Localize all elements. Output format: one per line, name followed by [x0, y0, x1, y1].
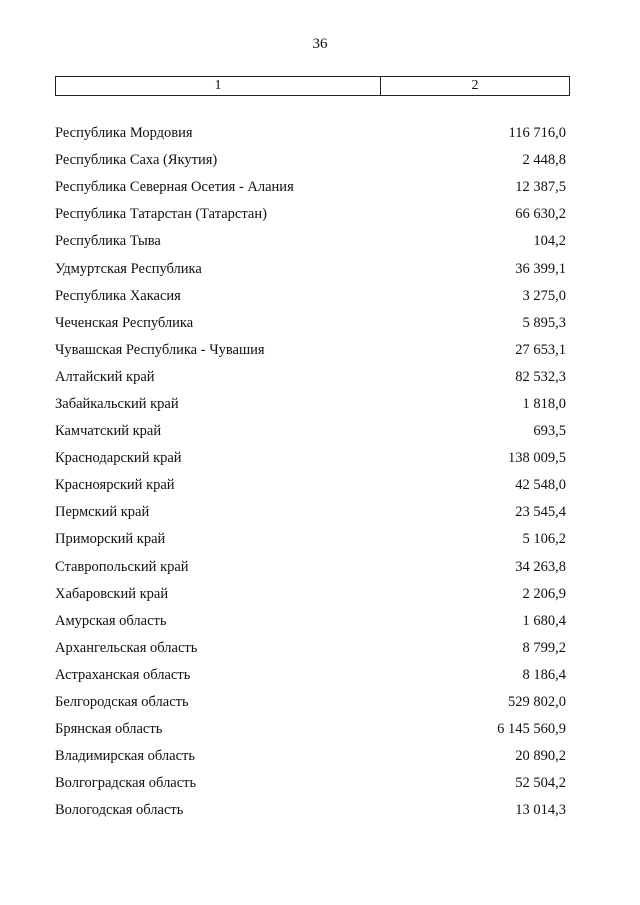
- table-row: [55, 526, 566, 553]
- table-body: [55, 120, 566, 824]
- region-value: 693,5: [533, 423, 566, 440]
- region-name: Белгородская область: [55, 694, 189, 711]
- region-value: 6 145 560,9: [497, 721, 566, 738]
- table-row: [55, 255, 566, 282]
- table-row: [55, 283, 566, 310]
- region-value: 13 014,3: [515, 802, 566, 819]
- region-value: 20 890,2: [515, 748, 566, 765]
- region-name: Вологодская область: [55, 802, 184, 819]
- table-row: [55, 635, 566, 662]
- region-value: 1 680,4: [522, 612, 566, 629]
- table-row: [55, 581, 566, 608]
- table-row: [55, 797, 566, 824]
- region-value: 116 716,0: [508, 125, 566, 142]
- table-row: [55, 743, 566, 770]
- region-name: Волгоградская область: [55, 775, 197, 792]
- region-name: Забайкальский край: [55, 395, 179, 412]
- region-value: 8 799,2: [522, 639, 566, 656]
- table-row: [55, 337, 566, 364]
- region-value: 529 802,0: [508, 694, 566, 711]
- region-value: 138 009,5: [508, 450, 566, 467]
- region-value: 66 630,2: [515, 206, 566, 223]
- table-row: [55, 554, 566, 581]
- region-value: 36 399,1: [515, 260, 566, 277]
- table-row: [55, 201, 566, 228]
- table-row: [55, 120, 566, 147]
- table-row: [55, 662, 566, 689]
- region-name: Удмуртская Республика: [55, 260, 202, 277]
- region-value: 34 263,8: [515, 558, 566, 575]
- region-name: Республика Хакасия: [55, 287, 181, 304]
- region-name: Республика Северная Осетия - Алания: [55, 179, 294, 196]
- table-row: [55, 770, 566, 797]
- page-number: 36: [312, 36, 328, 52]
- table-row: [55, 364, 566, 391]
- region-value: 23 545,4: [515, 504, 566, 521]
- region-name: Красноярский край: [55, 477, 175, 494]
- region-name: Чувашская Республика - Чувашия: [55, 341, 265, 358]
- region-name: Республика Татарстан (Татарстан): [55, 206, 267, 223]
- region-name: Амурская область: [55, 612, 167, 629]
- table-row: [55, 689, 566, 716]
- region-name: Хабаровский край: [55, 585, 169, 602]
- region-name: Алтайский край: [55, 368, 155, 385]
- region-name: Ставропольский край: [55, 558, 189, 575]
- region-value: 82 532,3: [515, 368, 566, 385]
- region-name: Пермский край: [55, 504, 150, 521]
- region-name: Астраханская область: [55, 666, 191, 683]
- table-row: [55, 391, 566, 418]
- header-column-1: 1: [56, 77, 381, 95]
- region-name: Приморский край: [55, 531, 166, 548]
- region-value: 52 504,2: [515, 775, 566, 792]
- table-row: [55, 174, 566, 201]
- region-value: 12 387,5: [515, 179, 566, 196]
- table-row: [55, 228, 566, 255]
- region-name: Республика Тыва: [55, 233, 161, 250]
- region-name: Чеченская Республика: [55, 314, 194, 331]
- region-value: 5 895,3: [522, 314, 566, 331]
- region-name: Архангельская область: [55, 639, 198, 656]
- region-value: 2 206,9: [522, 585, 566, 602]
- header-column-2: 2: [471, 78, 479, 93]
- table-row: [55, 445, 566, 472]
- region-value: 2 448,8: [522, 152, 566, 169]
- region-name: Краснодарский край: [55, 450, 182, 467]
- region-name: Республика Мордовия: [55, 125, 193, 142]
- table-row: [55, 499, 566, 526]
- table-row: [55, 147, 566, 174]
- region-value: 27 653,1: [515, 341, 566, 358]
- table-header: [55, 76, 570, 96]
- region-value: 5 106,2: [522, 531, 566, 548]
- table-row: [55, 472, 566, 499]
- region-value: 8 186,4: [522, 666, 566, 683]
- region-value: 104,2: [533, 233, 566, 250]
- region-name: Брянская область: [55, 721, 163, 738]
- region-name: Республика Саха (Якутия): [55, 152, 218, 169]
- region-value: 1 818,0: [522, 395, 566, 412]
- region-name: Камчатский край: [55, 423, 162, 440]
- region-value: 3 275,0: [522, 287, 566, 304]
- table-row: [55, 418, 566, 445]
- region-value: 42 548,0: [515, 477, 566, 494]
- table-row: [55, 716, 566, 743]
- table-row: [55, 608, 566, 635]
- table-row: [55, 310, 566, 337]
- region-name: Владимирская область: [55, 748, 195, 765]
